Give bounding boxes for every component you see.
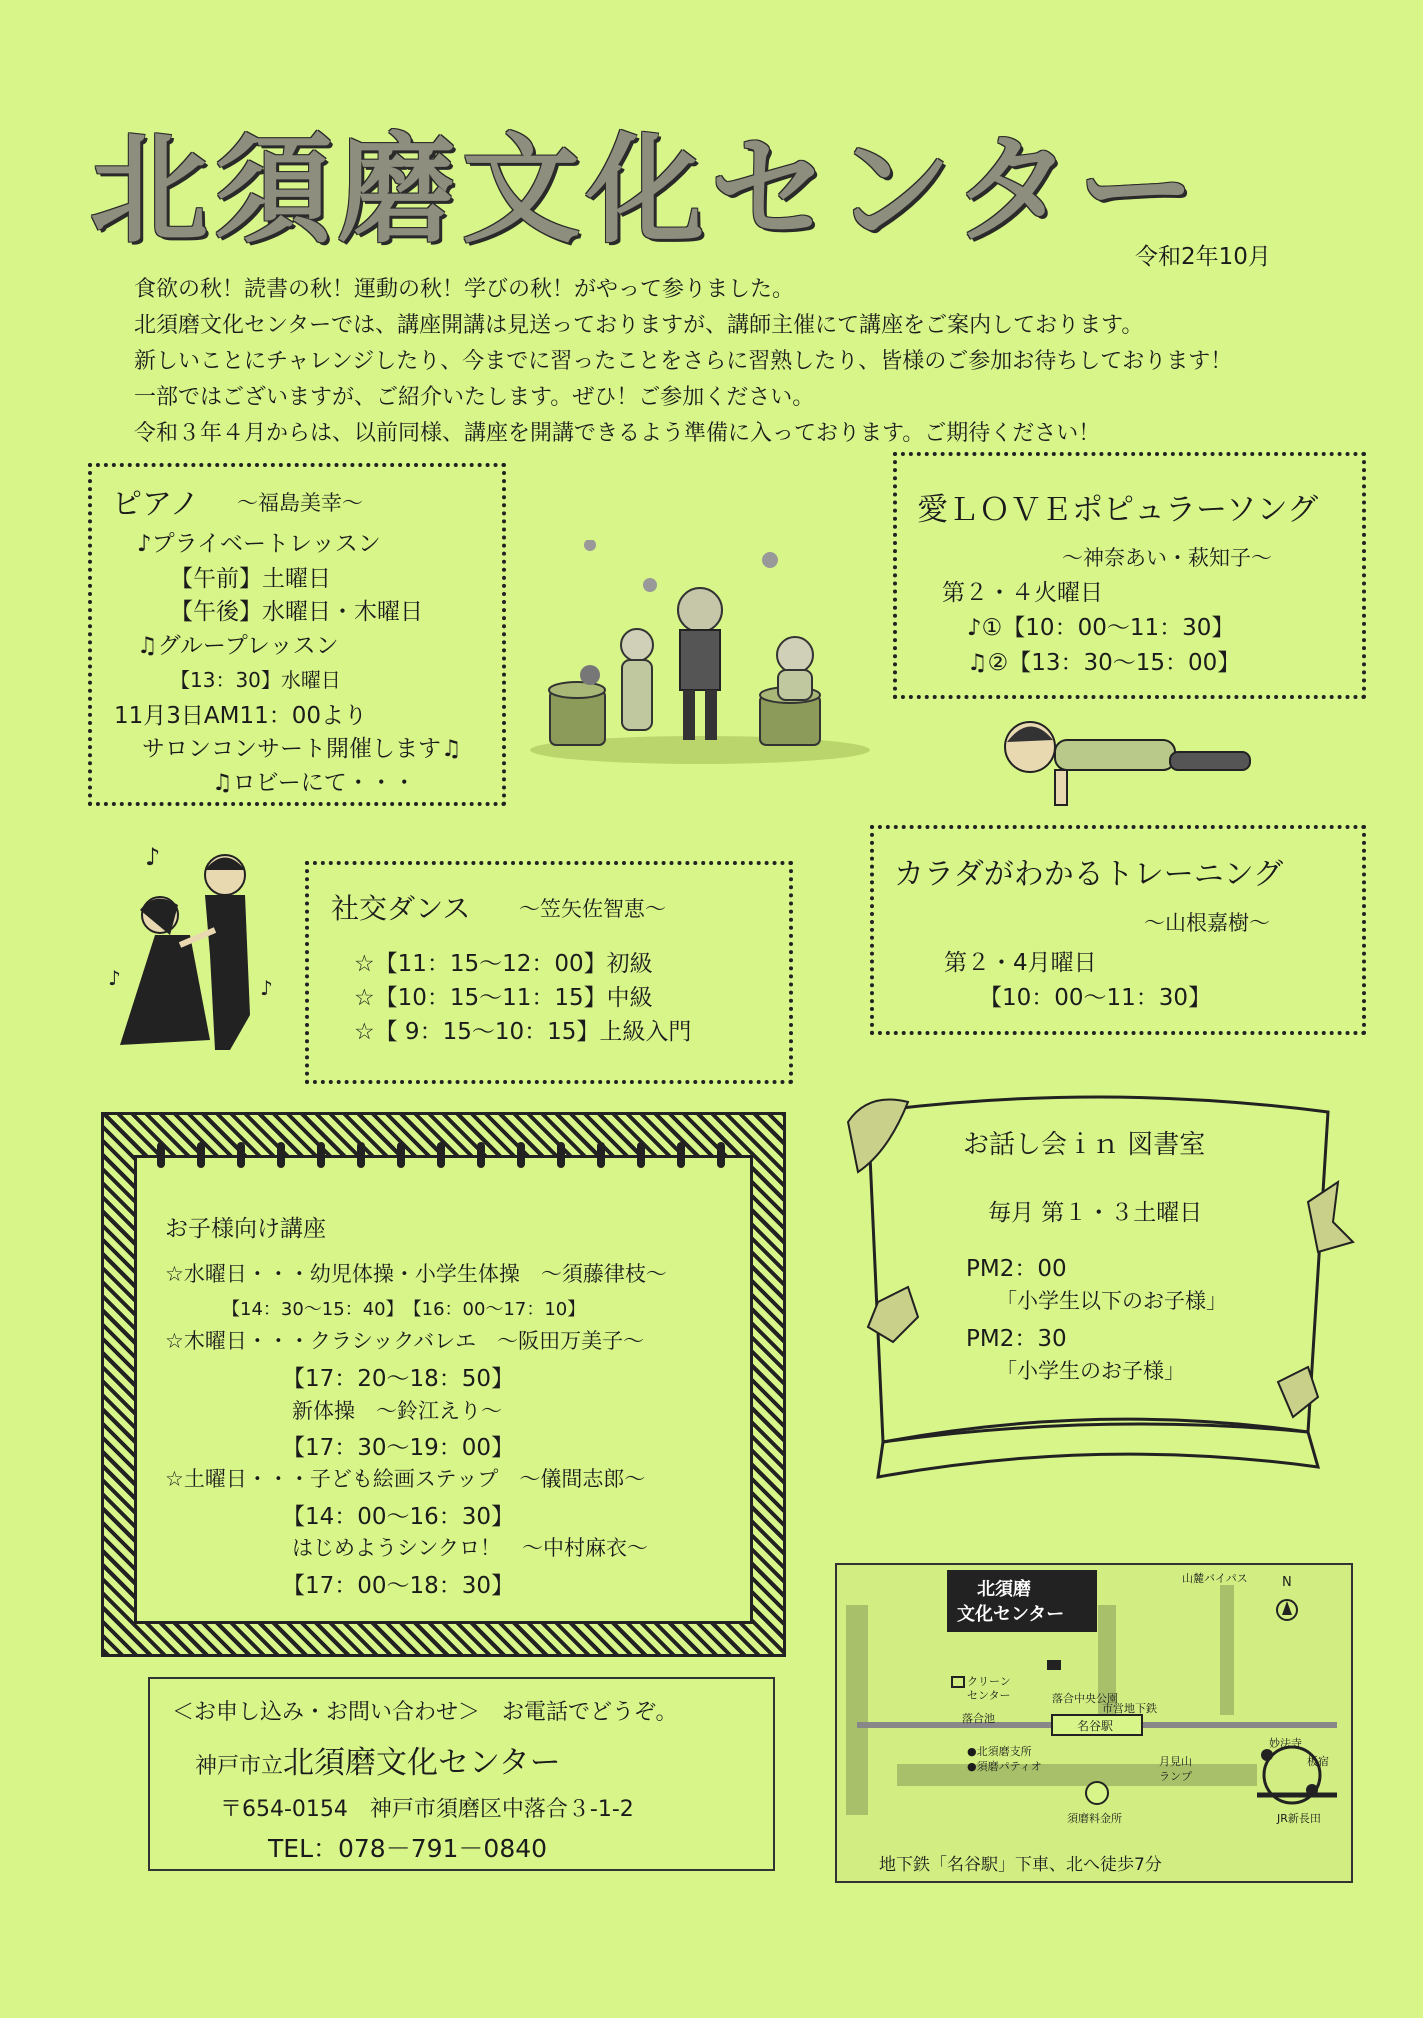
intro-line: 食欲の秋！読書の秋！運動の秋！学びの秋！がやって参りました。 [134,277,795,302]
intro-line: 一部ではございますが、ご紹介いたします。ぜひ！ご参加ください。 [134,385,815,410]
story-target1: 「小学生以下のお子様」 [996,1289,1227,1313]
contact-line: ＜お申し込み・お問い合わせ＞ お電話でどうぞ。 [172,1700,678,1725]
piano-box [88,463,506,806]
map-center-label1: 北須磨 [977,1579,1031,1600]
map-subway: 市営地下鉄 [1102,1702,1157,1715]
kids-thu-time1: 【17：20～18：50】 [282,1366,515,1392]
kids-thu: ☆木曜日・・・クラシックバレエ ～阪田万美子～ [165,1329,645,1353]
kids-thu-time2: 【17：30～19：00】 [282,1435,515,1461]
story-title: お話し会ｉｎ 図書室 [963,1130,1206,1160]
contact-prefix: 神戸市立 [195,1754,284,1779]
kids-sat: ☆土曜日・・・子ども絵画ステップ ～儀間志郎～ [165,1467,646,1491]
contact-tel: TEL：078－791－0840 [268,1834,548,1863]
map-itayado: 板宿 [1307,1755,1329,1768]
map-moon: 月見山 [1159,1755,1192,1768]
map-lamp: ランプ [1159,1770,1192,1783]
map-clean2: センター [967,1689,1011,1702]
story-time1: PM2：00 [966,1256,1067,1282]
map-branch: ●北須磨支所 [967,1745,1032,1758]
intro-line: 北須磨文化センターでは、講座開講は見送っておりますが、講師主催にて講座をご案内しております。 [134,313,1144,338]
story-schedule: 毎月 第１・３土曜日 [988,1200,1203,1226]
dance-slot2: ☆【10：15～11：15】中級 [354,985,653,1011]
contact-box [148,1677,775,1871]
contact-name: 北須磨文化センター [283,1745,561,1781]
dancing-couple-illustration [100,835,290,1065]
svg-text:♪: ♪ [145,843,161,871]
svg-text:♪: ♪ [260,976,273,1000]
kids-sat-sub: はじめようシンクロ！ ～中村麻衣～ [292,1536,649,1560]
contact-org [195,1737,561,1782]
kids-title: お子様向け講座 [165,1216,326,1242]
map-clean: クリーン [967,1675,1011,1688]
map-park: 落合中央公園 [1052,1692,1118,1705]
story-time-book [838,1072,1356,1502]
map-center-label2: 文化センター [957,1604,1065,1625]
intro-line: 令和３年４月からは、以前同様、講座を開講できるよう準備に入っております。ご期待ください！ [134,421,1101,446]
map-pond: 落合池 [962,1712,995,1725]
map-bypass: 山麓バイパス [1182,1572,1248,1585]
love-song-day: 第２・４火曜日 [942,580,1103,606]
story-time2: PM2：30 [966,1326,1067,1352]
training-teacher: ～山根嘉樹～ [1144,911,1270,935]
kids-wed-times: 【14：30～15：40】 【16：00～17：10】 [222,1299,586,1320]
map-jr: JR新長田 [1277,1812,1321,1825]
map-directions: 地下鉄「名谷駅」下車、北へ徒歩7分 [879,1855,1162,1875]
kids-wed: ☆水曜日・・・幼児体操・小学生体操 ～須藤律枝～ [165,1262,667,1286]
page-title: 北須磨文化センター [90,121,1202,259]
map-patio: ●須磨パティオ [967,1760,1042,1773]
access-map [835,1563,1353,1883]
kids-courses-box [134,1155,753,1624]
love-song-slot1: ♪①【10：00～11：30】 [967,615,1235,641]
kids-courses-frame [101,1112,786,1657]
kids-sat-time1: 【14：00～16：30】 [282,1504,515,1530]
training-box [870,825,1366,1035]
piano-concert-place: ♫ロビーにて・・・ [212,770,416,796]
dance-slot3: ☆【 9：15～10：15】上級入門 [354,1019,692,1045]
piano-group: ♫グループレッスン [137,633,339,659]
piano-pm: 【午後】水曜日・木曜日 [170,599,423,625]
love-song-box [893,452,1366,699]
kids-thu-sub: 新体操 ～鈴江えり～ [292,1399,502,1423]
piano-title: ピアノ [112,487,200,522]
love-song-title: 愛ＬＯＶＥポピュラーソング [917,492,1319,528]
issue-date: 令和2年10月 [1135,244,1271,270]
training-title: カラダがわかるトレーニング [894,857,1284,892]
piano-private: ♪プライベートレッスン [137,531,381,557]
map-temple: 妙法寺 [1269,1737,1302,1750]
kids-sat-time2: 【17：00～18：30】 [282,1573,515,1599]
svg-text:♪: ♪ [108,966,121,990]
piano-concert-date: 11月3日AM11：00より [114,703,368,729]
piano-teacher: ～福島美幸～ [237,491,363,515]
dance-title: 社交ダンス [331,892,471,925]
piano-concert: サロンコンサート開催します♫ [142,736,462,762]
map-north: N [1282,1575,1292,1590]
intro-text [134,272,1232,452]
map-tax: 須磨料金所 [1067,1812,1122,1825]
contact-address: 〒654-0154 神戸市須磨区中落合３-1-2 [220,1797,634,1822]
pushup-boy-illustration [985,712,1265,812]
intro-line: 新しいことにチャレンジしたり、今までに習ったことをさらに習熟したり、皆様のご参加お待ちしております！ [134,349,1233,374]
story-target2: 「小学生のお子様」 [996,1359,1185,1383]
dance-teacher: ～笠矢佐智恵～ [519,897,666,921]
love-song-slot2: ♫②【13：30～15：00】 [967,650,1241,676]
animal-band-illustration [520,540,880,770]
dance-slot1: ☆【11：15～12：00】初級 [354,951,653,977]
training-time: 【10：00～11：30】 [979,985,1212,1011]
map-station: 名谷駅 [1077,1719,1114,1733]
dance-box [305,861,793,1084]
piano-group-time: 【13：30】水曜日 [170,668,341,692]
piano-am: 【午前】土曜日 [170,566,331,592]
training-day: 第２・4月曜日 [944,950,1097,976]
love-song-teacher: ～神奈あい・萩知子～ [1062,546,1272,570]
